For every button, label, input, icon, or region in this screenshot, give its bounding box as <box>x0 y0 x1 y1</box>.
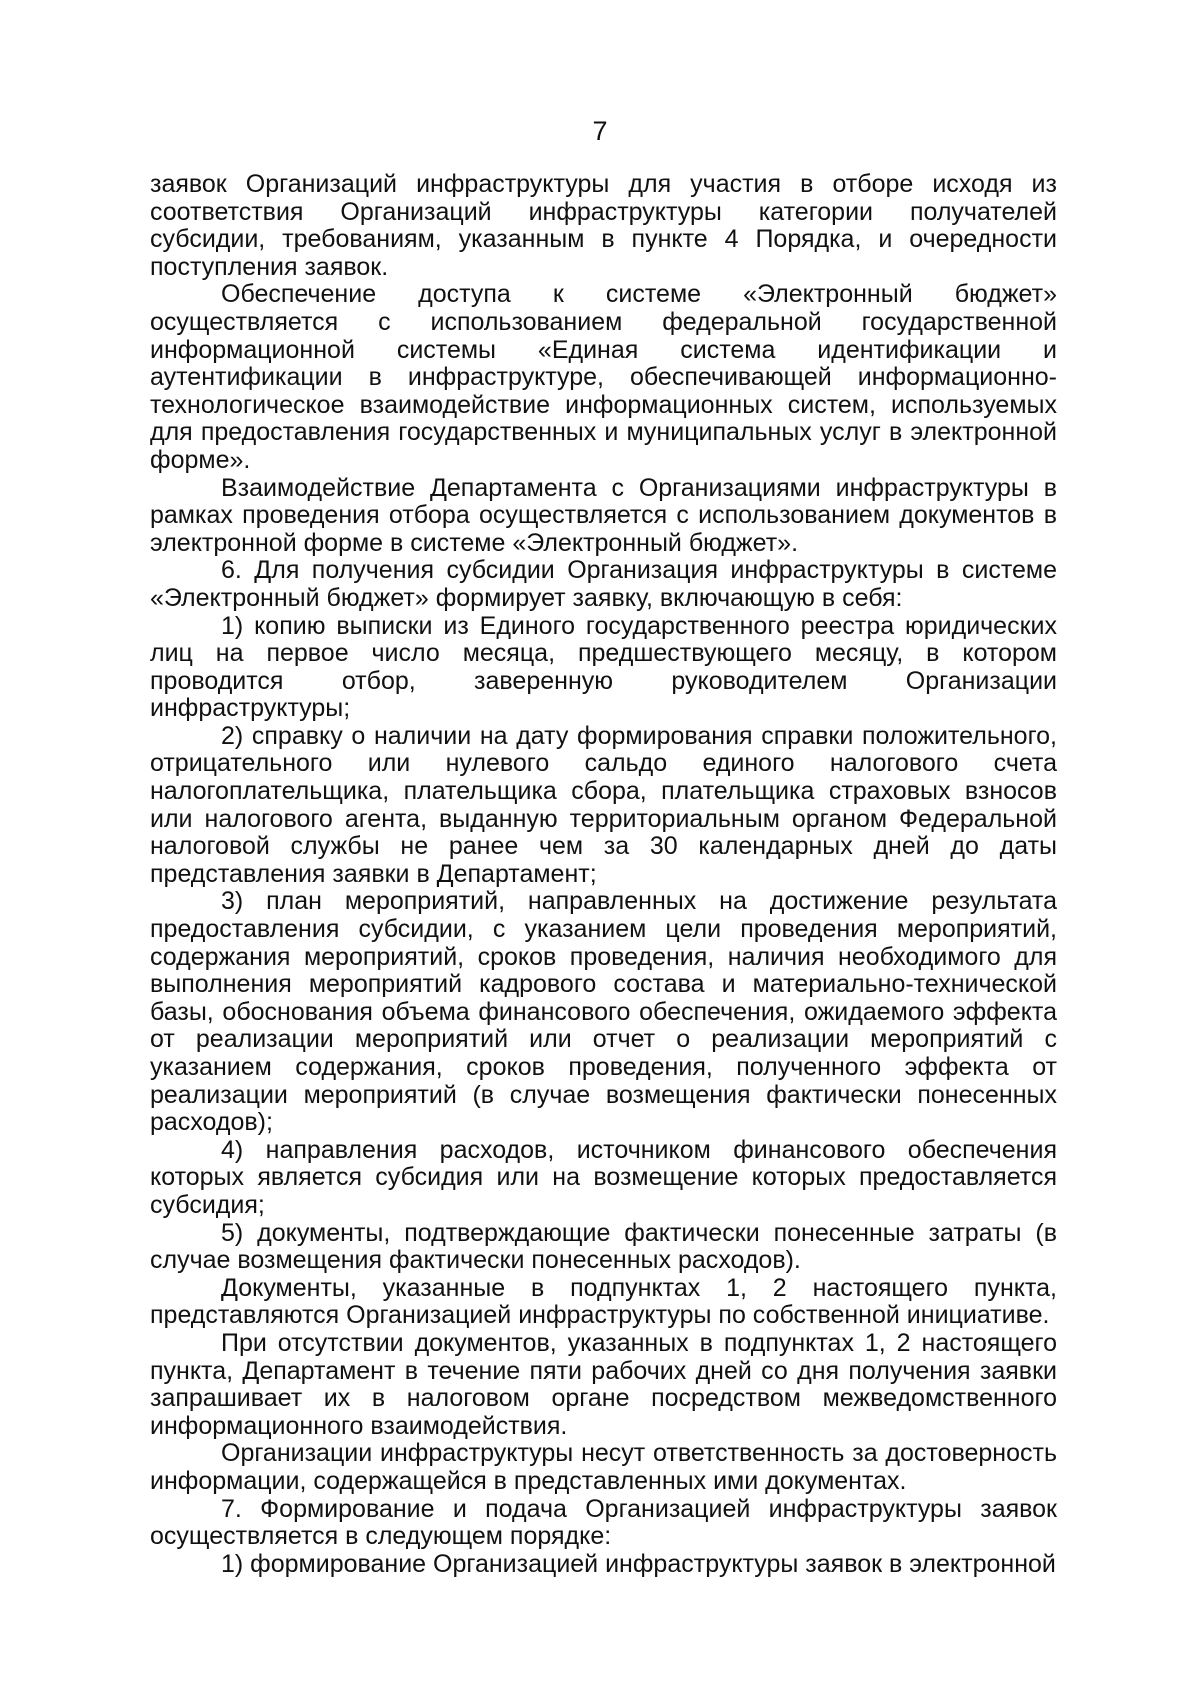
paragraph: Документы, указанные в подпунктах 1, 2 настоящего пункта, представляются Организацией инфраструктуры по собственной инициативе. <box>150 1273 1057 1330</box>
paragraph: Организации инфраструктуры несут ответственность за достоверность информации, содержащейся в представленных ими документах. <box>150 1439 1057 1495</box>
paragraph: При отсутствии документов, указанных в подпунктах 1, 2 настоящего пункта, Департамент в течение пяти рабочих дней со дня получения заявки запрашивает их в налоговом органе посредством межведомственного информационного взаимодействия. <box>150 1328 1057 1440</box>
paragraph: 7. Формирование и подача Организацией инфраструктуры заявок осуществляется в следующем порядке: <box>150 1494 1057 1551</box>
paragraph: 5) документы, подтверждающие фактически понесенные затраты (в случае возмещения фактически понесенных расходов). <box>150 1218 1057 1275</box>
paragraph: Взаимодействие Департамента с Организациями инфраструктуры в рамках проведения отбора осуществляется с использованием документов в электронной форме в системе «Электронный бюджет». <box>150 473 1057 557</box>
paragraph: 4) направления расходов, источником финансового обеспечения которых является субсидия или на возмещение которых предоставляется субсидия; <box>150 1135 1057 1219</box>
paragraph: 1) копию выписки из Единого государственного реестра юридических лиц на первое число месяца, предшествующего месяцу, в котором проводится отбор, заверенную руководителем Организации инфраструктуры; <box>150 611 1057 723</box>
paragraph: Обеспечение доступа к системе «Электронный бюджет» осуществляется с использованием федеральной государственной информационной системы «Единая система идентификации и аутентификации в инфраструктуре, обеспечивающей информационно-технологическое взаимодействие информационных систем, используемых для предоставления государственных и муниципальных услуг в электронной форме». <box>150 280 1057 474</box>
page-number: 7 <box>592 116 608 146</box>
paragraph: 2) справку о наличии на дату формирования справки положительного, отрицательного или нулевого сальдо единого налогового счета налогоплательщика, плательщика сбора, плательщика страховых взносов или налогового агента, выданную территориальным органом Федеральной налоговой службы не ранее чем за 30 календарных дней до даты представления заявки в Департамент; <box>150 721 1057 888</box>
paragraph: 6. Для получения субсидии Организация инфраструктуры в системе «Электронный бюджет» формирует заявку, включающую в себя: <box>150 556 1057 612</box>
paragraph: 1) формирование Организацией инфраструктуры заявок в электронной <box>221 1549 1056 1578</box>
paragraph: 3) план мероприятий, направленных на достижение результата предоставления субсидии, с указанием цели проведения мероприятий, содержания мероприятий, сроков проведения, наличия необходимого для выполнения мероприятий кадрового состава и материально-технической базы, обоснования объема финансового обеспечения, ожидаемого эффекта от реализации мероприятий или отчет о реализации мероприятий с указанием содержания, сроков проведения, полученного эффекта от реализации мероприятий (в случае возмещения фактически понесенных расходов); <box>150 887 1057 1137</box>
paragraph: заявок Организаций инфраструктуры для участия в отборе исходя из соответствия Организаций инфраструктуры категории получателей субсидии, требованиям, указанным в пункте 4 Порядка, и очередности поступления заявок. <box>150 170 1057 281</box>
document-body <box>150 171 1057 1578</box>
